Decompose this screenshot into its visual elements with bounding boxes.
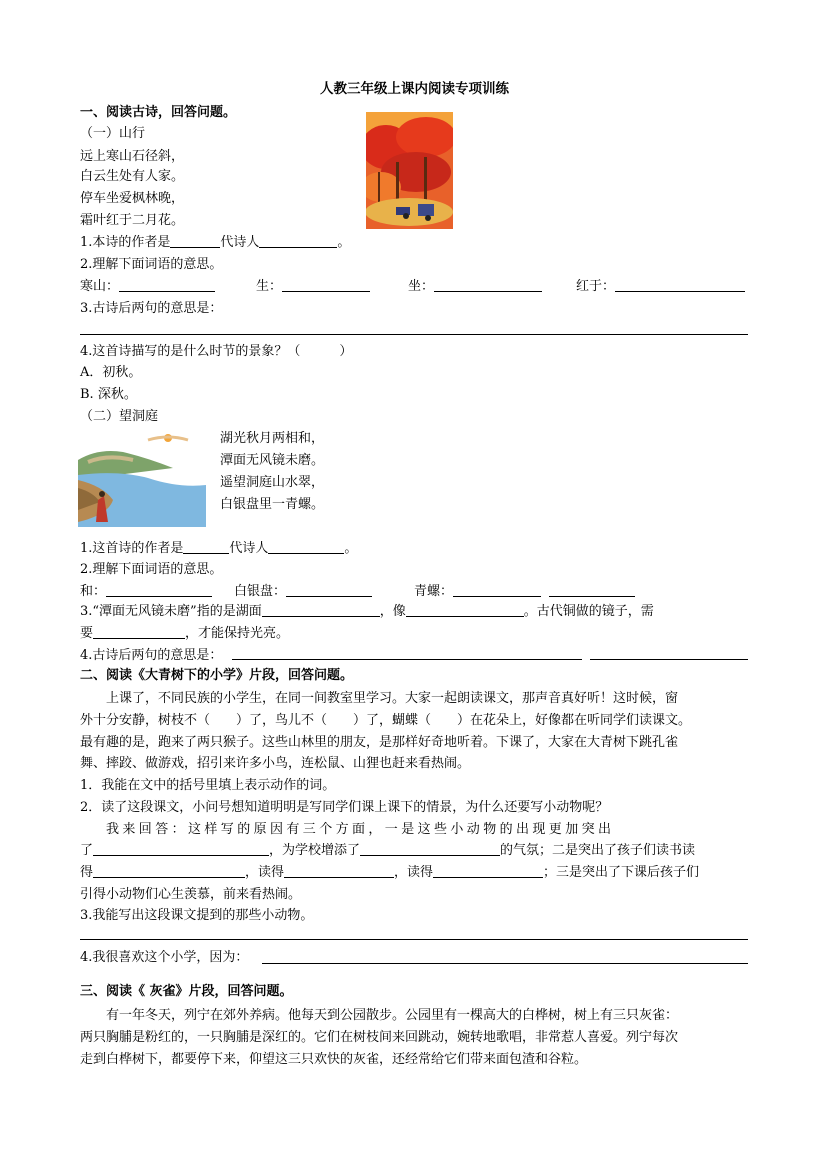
- s2-ans3-text-c: ，读得: [394, 865, 434, 880]
- s2-question-2: 2．读了这段课文，小问号想知道明明是写同学们课上课下的情景，为什么还要写小动物呢？: [80, 800, 609, 815]
- p2-question-3-cont: [80, 624, 289, 643]
- p1-question-4: 4.这首诗描写的是什么时节的景象？（ ）: [80, 344, 353, 359]
- p2-q1-text-a: 1.这首诗的作者是: [80, 541, 184, 556]
- poem1-line: 白云生处有人家。: [80, 169, 185, 184]
- s2-ans3-text-b: ，读得: [245, 865, 285, 880]
- passage-line: 上课了，不同民族的小学生，在同一间教室里学习。大家一起朗读课文，那声音真好听！这时候，窗: [106, 691, 679, 706]
- word-label: 白银盘：: [234, 584, 287, 599]
- p2-question-2: 2.理解下面词语的意思。: [80, 562, 223, 577]
- p1-question-2: 2.理解下面词语的意思。: [80, 257, 223, 272]
- p1-question-3: 3.古诗后两句的意思是：: [80, 301, 223, 316]
- passage-line: 走到白桦树下，都要停下来，仰望这三只欢快的灰雀，还经常给它们带来面包渣和谷粒。: [80, 1052, 588, 1067]
- p2-q3-text-e: ，才能保持光亮。: [185, 626, 290, 641]
- blank-dynasty[interactable]: [183, 540, 229, 554]
- p1-q1-text-a: 1.本诗的作者是: [80, 235, 171, 250]
- blank-answer[interactable]: [284, 864, 394, 878]
- p2-word-2: [234, 582, 372, 601]
- s2-ans3-text-a: 得: [80, 865, 94, 880]
- lake-dongting-illustration: [78, 430, 206, 527]
- page-title: 人教三年级上课内阅读专项训练: [320, 81, 509, 97]
- blank-dynasty[interactable]: [170, 234, 220, 248]
- p2-question-3: [80, 602, 654, 621]
- s2-ans2-text-c: 的气氛；二是突出了孩子们读书读: [500, 843, 696, 858]
- poem1-line: 霜叶红于二月花。: [80, 213, 185, 228]
- p1-word-3: [408, 277, 542, 296]
- passage-line: 最有趣的是，跑来了两只猴子。这些山林里的朋友，是那样好奇地听着。下课了，大家在大青树下跳孔雀: [80, 735, 679, 750]
- blank-word-meaning[interactable]: [549, 583, 635, 597]
- p1-word-1: [80, 277, 215, 296]
- s2-ans2-text-b: ，为学校增添了: [269, 843, 361, 858]
- blank-answer[interactable]: [93, 842, 269, 856]
- word-label: 生：: [256, 279, 283, 294]
- word-label: 坐：: [408, 279, 435, 294]
- blank-word-meaning[interactable]: [434, 278, 542, 292]
- s2-question-1: 1．我能在文中的括号里填上表示动作的词。: [80, 778, 336, 793]
- poem2-line: 潭面无风镜未磨。: [220, 453, 325, 468]
- answer-line[interactable]: [232, 659, 582, 660]
- answer-line[interactable]: [80, 334, 748, 335]
- blank-word-meaning[interactable]: [282, 278, 370, 292]
- poem2-line: 白银盘里一青螺。: [220, 497, 325, 512]
- blank-word-meaning[interactable]: [615, 278, 745, 292]
- s2-ans3-text-d: ；三是突出了下课后孩子们: [543, 865, 700, 880]
- s2-answer-line-2: [80, 841, 695, 860]
- answer-line[interactable]: [80, 939, 748, 940]
- p2-word-3: [414, 582, 635, 601]
- blank-answer[interactable]: [93, 864, 245, 878]
- p2-q3-text-d: 要: [80, 626, 94, 641]
- s2-question-3: 3.我能写出这段课文提到的那些小动物。: [80, 908, 314, 923]
- section1-heading: 一、阅读古诗，回答问题。: [80, 105, 237, 120]
- p2-q3-text-a: 3.“潭面无风镜未磨”指的是湖面: [80, 604, 262, 619]
- p2-q1-text-b: 代诗人: [229, 541, 269, 556]
- blank-poet[interactable]: [268, 540, 344, 554]
- blank-word-meaning[interactable]: [119, 278, 215, 292]
- blank-word-meaning[interactable]: [106, 583, 212, 597]
- p2-q1-text-c: 。: [344, 541, 358, 556]
- s2-answer-line-1: 我来回答：这样写的原因有三个方面，一是这些小动物的出现更加突出: [106, 822, 615, 837]
- p2-word-1: [80, 582, 212, 601]
- p2-q3-text-c: 。古代铜做的镜子，需: [523, 604, 654, 619]
- option-b: B. 深秋。: [80, 387, 137, 402]
- s2-ans2-text-a: 了: [80, 843, 94, 858]
- poem1-line: 停车坐爱枫林晚，: [80, 191, 185, 206]
- p1-q1-text-c: 。: [337, 235, 351, 250]
- poem2-line: 遥望洞庭山水翠，: [220, 475, 325, 490]
- blank-answer[interactable]: [360, 842, 500, 856]
- passage-line: 两只胸脯是粉红的，一只胸脯是深红的。它们在树枝间来回跳动，婉转地歌唱，非常惹人喜爱。列宁每次: [80, 1030, 679, 1045]
- poem2-title: （二）望洞庭: [80, 409, 159, 424]
- section2-heading: 二、阅读《大青树下的小学》片段，回答问题。: [80, 668, 354, 683]
- blank-word-meaning[interactable]: [453, 583, 541, 597]
- s2-question-4: 4.我很喜欢这个小学，因为：: [80, 950, 249, 965]
- passage-line: 舞、摔跤、做游戏，招引来许多小鸟，连松鼠、山狸也赶来看热闹。: [80, 756, 471, 771]
- blank-like[interactable]: [406, 603, 524, 617]
- p1-word-2: [256, 277, 370, 296]
- blank-mirror[interactable]: [93, 625, 185, 639]
- section3-heading: 三、阅读《 灰雀》片段，回答问题。: [80, 984, 293, 999]
- p2-question-1: [80, 539, 357, 558]
- blank-answer[interactable]: [433, 864, 543, 878]
- blank-poet[interactable]: [259, 234, 337, 248]
- maple-forest-illustration: [366, 112, 453, 229]
- p1-question-1: [80, 233, 350, 252]
- passage-line: 有一年冬天，列宁在郊外养病。他每天到公园散步。公园里有一棵高大的白桦树，树上有三只灰雀：: [106, 1008, 679, 1023]
- p2-question-4: 4.古诗后两句的意思是：: [80, 648, 223, 663]
- answer-line[interactable]: [590, 659, 748, 660]
- answer-line[interactable]: [262, 963, 748, 964]
- word-label: 青螺：: [414, 584, 454, 599]
- p2-q3-text-b: ，像: [379, 604, 406, 619]
- word-label: 和：: [80, 584, 107, 599]
- s2-answer-line-4: 引得小动物们心生羡慕，前来看热闹。: [80, 887, 302, 902]
- p1-word-4: [576, 277, 745, 296]
- passage-line: 外十分安静，树枝不（ ）了，鸟儿不（ ）了，蝴蝶（ ）在花朵上，好像都在听同学们读课文。: [80, 713, 692, 728]
- p1-q1-text-b: 代诗人: [220, 235, 260, 250]
- poem1-line: 远上寒山石径斜，: [80, 149, 185, 164]
- word-label: 寒山：: [80, 279, 120, 294]
- blank-word-meaning[interactable]: [286, 583, 372, 597]
- poem1-title: （一）山行: [80, 126, 146, 141]
- poem2-line: 湖光秋月两相和，: [220, 431, 325, 446]
- option-a: A．初秋。: [80, 365, 142, 380]
- s2-answer-line-3: [80, 863, 699, 882]
- blank-lake-surface[interactable]: [262, 603, 380, 617]
- word-label: 红于：: [576, 279, 616, 294]
